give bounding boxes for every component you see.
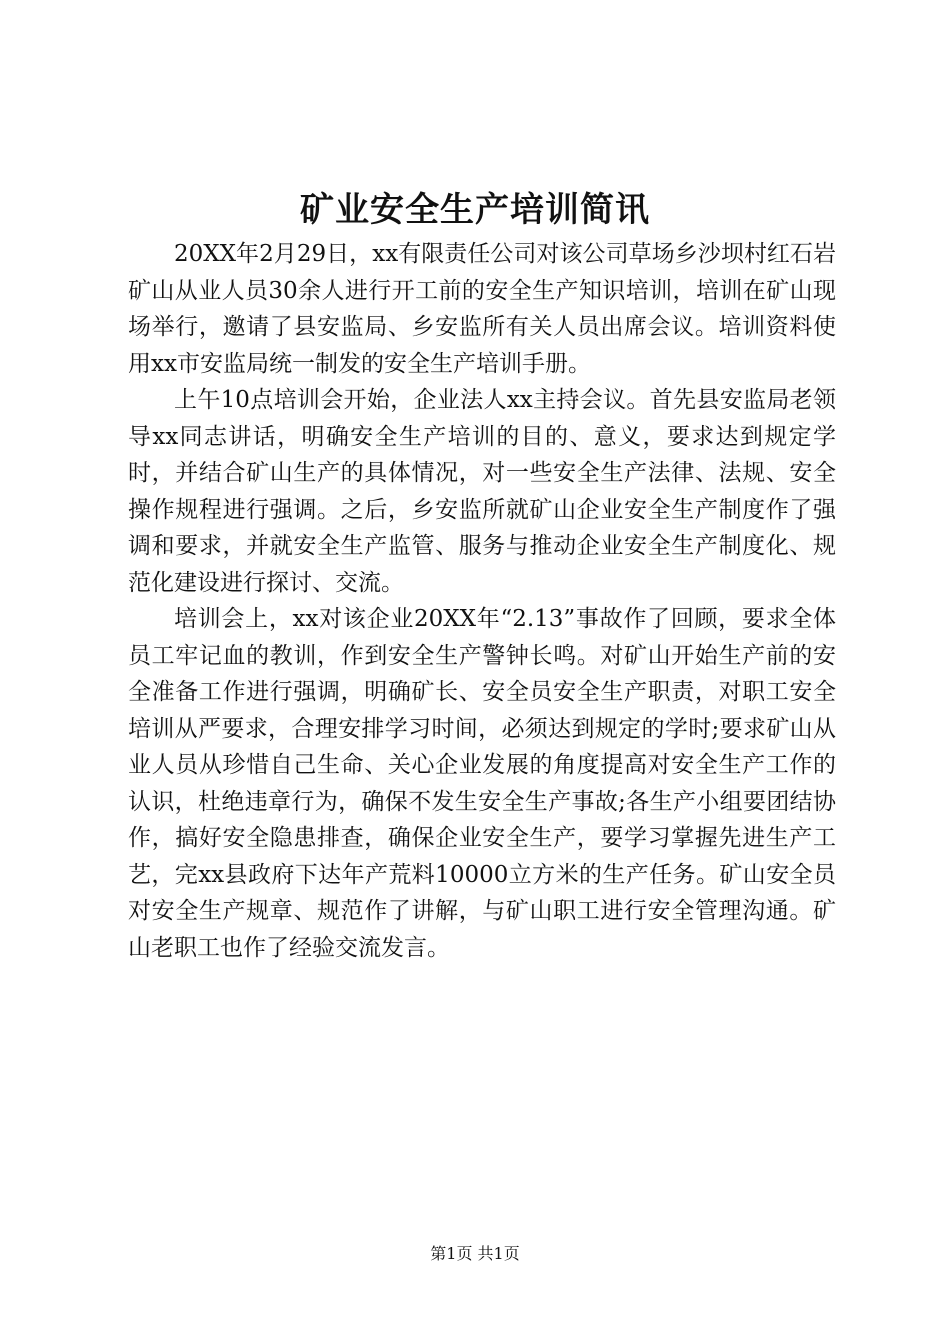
- page-footer: 第1页 共1页: [430, 1244, 520, 1263]
- document-body: [128, 236, 836, 966]
- paragraph-2: 上午10点培训会开始，企业法人xx主持会议。首先县安监局老领导xx同志讲话，明确安全生产培训的目的、意义，要求达到规定学时，并结合矿山生产的具体情况，对一些安全生产法律、法规、安全操作规程进行强调。之后，乡安监所就矿山企业安全生产制度作了强调和要求，并就安全生产监管、服务与推动企业安全生产制度化、规范化建设进行探讨、交流。: [128, 387, 836, 596]
- paragraph-3: 培训会上，xx对该企业20XX年“2.13”事故作了回顾，要求全体员工牢记血的教训，作到安全生产警钟长鸣。对矿山开始生产前的安全准备工作进行强调，明确矿长、安全员安全生产职责，对职工安全培训从严要求，合理安排学习时间，必须达到规定的学时;要求矿山从业人员从珍惜自己生命、关心企业发展的角度提高对安全生产工作的认识，杜绝违章行为，确保不发生安全生产事故;各生产小组要团结协作，搞好安全隐患排查，确保企业安全生产，要学习掌握先进生产工艺，完xx县政府下达年产荒料10000立方米的生产任务。矿山安全员对安全生产规章、规范作了讲解，与矿山职工进行安全管理沟通。矿山老职工也作了经验交流发言。: [128, 606, 836, 961]
- paragraph-1: 20XX年2月29日，xx有限责任公司对该公司草场乡沙坝村红石岩矿山从业人员30余人进行开工前的安全生产知识培训，培训在矿山现场举行，邀请了县安监局、乡安监所有关人员出席会议。培训资料使用xx市安监局统一制发的安全生产培训手册。: [128, 241, 836, 377]
- document-title: 矿业安全生产培训简讯: [300, 190, 650, 230]
